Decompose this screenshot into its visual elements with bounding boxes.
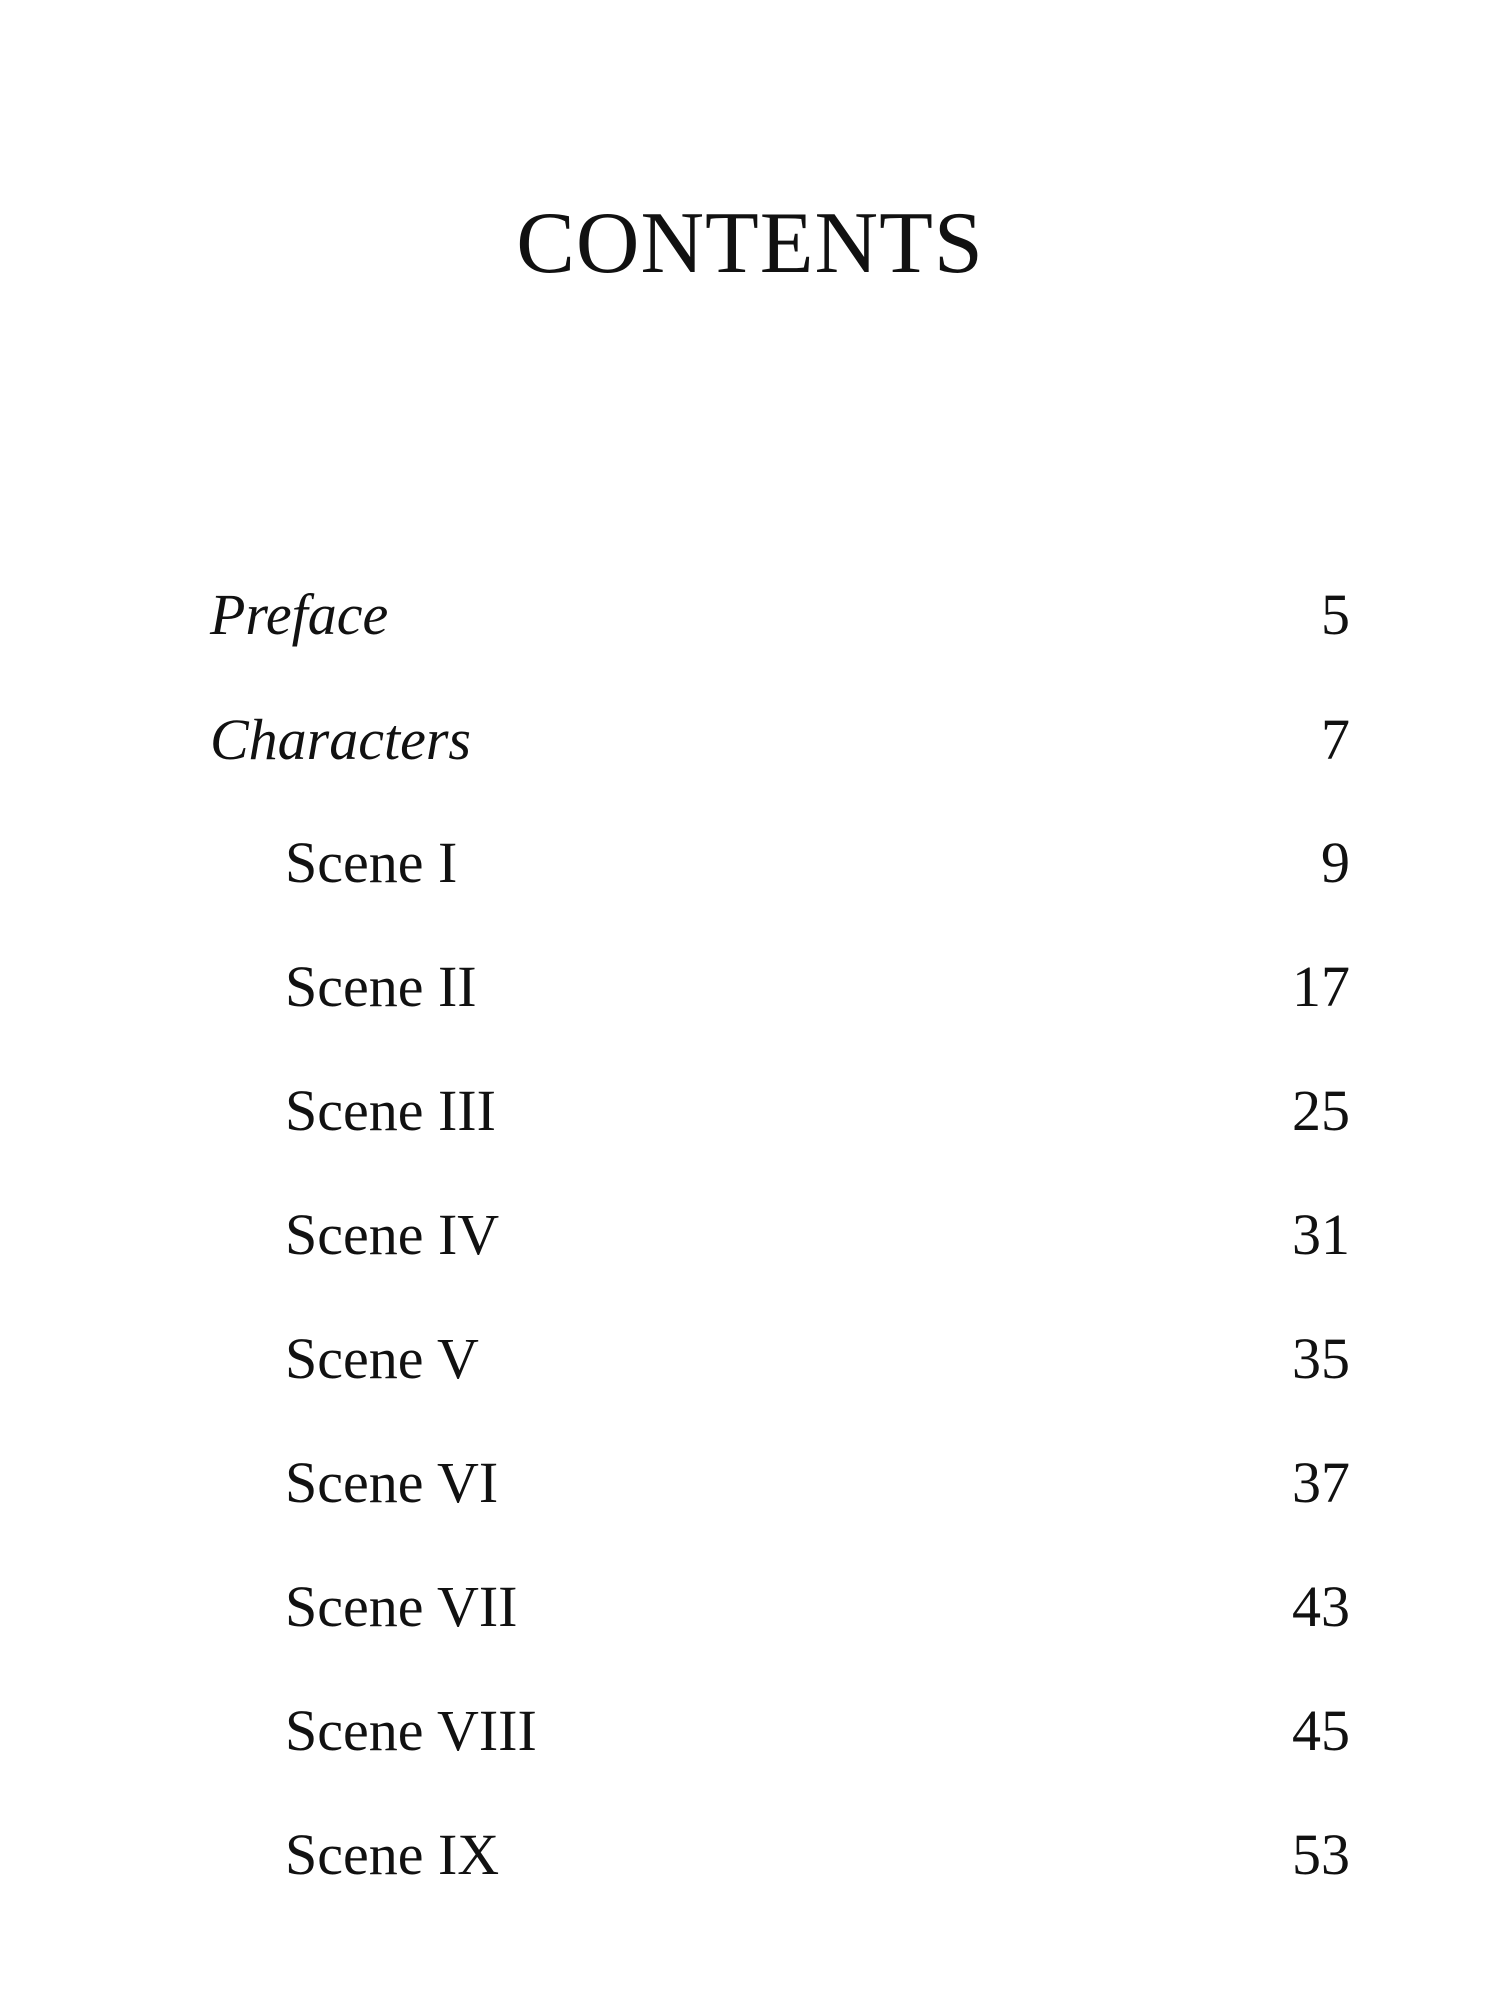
toc-entry-scene-5[interactable] bbox=[0, 1319, 1500, 1399]
toc-entry-page-number: 9 bbox=[1321, 830, 1350, 895]
toc-entry-page-number: 5 bbox=[1321, 582, 1350, 647]
toc-entry-label: Scene III bbox=[285, 1078, 496, 1143]
toc-entry-page-number: 35 bbox=[1292, 1326, 1350, 1391]
toc-entry-label: Scene II bbox=[285, 954, 477, 1019]
toc-entry-preface[interactable] bbox=[0, 575, 1500, 655]
toc-entry-label: Scene VI bbox=[285, 1450, 499, 1515]
toc-entry-page-number: 25 bbox=[1292, 1078, 1350, 1143]
toc-entry-page-number: 53 bbox=[1292, 1822, 1350, 1887]
toc-entry-page-number: 45 bbox=[1292, 1698, 1350, 1763]
toc-entry-page-number: 43 bbox=[1292, 1574, 1350, 1639]
toc-entry-label: Scene IX bbox=[285, 1822, 500, 1887]
toc-entry-page-number: 37 bbox=[1292, 1450, 1350, 1515]
toc-entry-label: Characters bbox=[210, 707, 471, 772]
toc-entry-label: Preface bbox=[210, 582, 389, 647]
toc-entry-label: Scene I bbox=[285, 830, 458, 895]
toc-entry-scene-3[interactable] bbox=[0, 1071, 1500, 1151]
toc-entry-scene-9[interactable] bbox=[0, 1815, 1500, 1895]
toc-entry-page-number: 7 bbox=[1321, 707, 1350, 772]
toc-entry-label: Scene VIII bbox=[285, 1698, 537, 1763]
toc-entry-page-number: 17 bbox=[1292, 954, 1350, 1019]
toc-entry-scene-8[interactable] bbox=[0, 1691, 1500, 1771]
toc-entry-scene-4[interactable] bbox=[0, 1195, 1500, 1275]
toc-entry-page-number: 31 bbox=[1292, 1202, 1350, 1267]
toc-entry-characters[interactable] bbox=[0, 700, 1500, 780]
toc-entry-label: Scene V bbox=[285, 1326, 479, 1391]
toc-entry-label: Scene VII bbox=[285, 1574, 518, 1639]
toc-entry-scene-2[interactable] bbox=[0, 947, 1500, 1027]
toc-entry-label: Scene IV bbox=[285, 1202, 500, 1267]
toc-entry-scene-7[interactable] bbox=[0, 1567, 1500, 1647]
page-title: CONTENTS bbox=[516, 195, 984, 292]
toc-entry-scene-1[interactable] bbox=[0, 823, 1500, 903]
toc-entry-scene-6[interactable] bbox=[0, 1443, 1500, 1523]
